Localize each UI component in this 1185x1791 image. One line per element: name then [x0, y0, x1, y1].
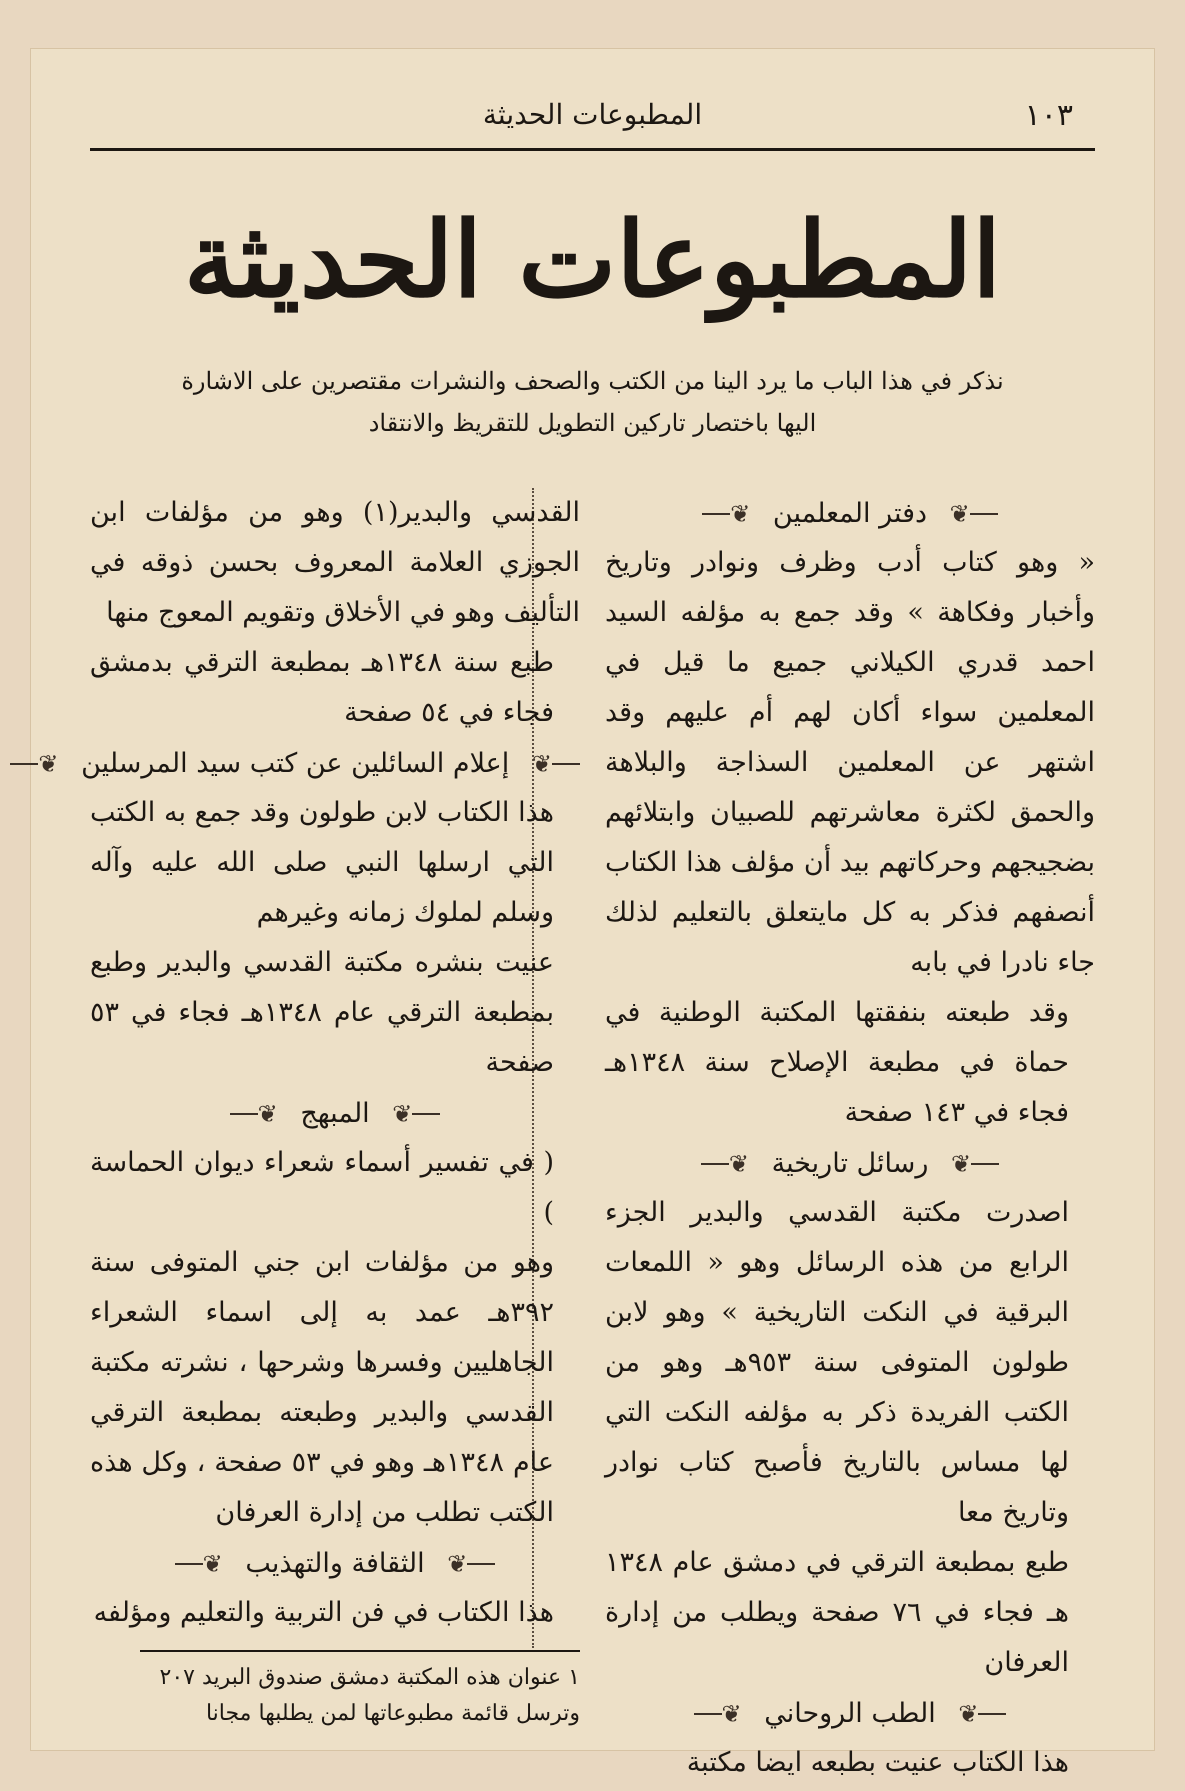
- paragraph: عنيت بنشره مكتبة القدسي والبدير وطبع بمطبعة الترقي عام ١٣٤٨هـ فجاء في ٥٣ صفحة: [90, 947, 554, 1078]
- section-heading: [605, 1138, 1095, 1188]
- section-title: إعلام السائلين عن كتب سيد المرسلين: [81, 747, 510, 779]
- ornament-icon: ❦: [38, 749, 59, 778]
- section-heading: [605, 488, 1095, 538]
- ornament-icon: ❦: [730, 499, 751, 528]
- page-header: [90, 94, 1095, 134]
- paragraph: وقد طبعته بنفقتها المكتبة الوطنية في حماة في مطبعة الإصلاح سنة ١٣٤٨هـ فجاء في ١٤٣ صفحة: [605, 997, 1069, 1128]
- ornament-icon: ❦: [949, 499, 970, 528]
- ornament-icon: ❦: [392, 1099, 413, 1128]
- ornament-icon: ❦: [958, 1699, 979, 1728]
- section-title: المبهج: [300, 1097, 370, 1129]
- page-number: ١٠٣: [1024, 98, 1073, 133]
- ornament-line: [467, 1563, 495, 1565]
- left-column: [38, 488, 580, 1732]
- ornament-line: [230, 1113, 258, 1115]
- paragraph: هذا الكتاب عنيت بطبعه ايضا مكتبة: [686, 1747, 1069, 1778]
- ornament-icon: ❦: [202, 1549, 223, 1578]
- section-heading: [38, 738, 580, 788]
- ornament-line: [970, 513, 998, 515]
- ornament-icon: ❦: [447, 1549, 468, 1578]
- header-rule: [90, 148, 1095, 151]
- running-title: المطبوعات الحديثة: [482, 98, 703, 131]
- ornament-line: [971, 1163, 999, 1165]
- section-heading: [90, 1088, 580, 1138]
- subtitle: ( في تفسير أسماء شعراء ديوان الحماسة ): [90, 1147, 554, 1228]
- section-title: الطب الروحاني: [764, 1697, 936, 1729]
- columns: [38, 488, 1095, 1778]
- section-title: دفتر المعلمين: [772, 497, 928, 529]
- section-title: رسائل تاريخية: [771, 1147, 929, 1179]
- ornament-line: [702, 513, 730, 515]
- ornament-icon: ❦: [531, 749, 552, 778]
- ornament-line: [10, 763, 38, 765]
- main-title: المطبوعات الحديثة: [183, 198, 1002, 321]
- section-title: الثقافة والتهذيب: [245, 1547, 425, 1579]
- paragraph: هذا الكتاب لابن طولون وقد جمع به الكتب التي ارسلها النبي صلى الله عليه وآله وسلم لملوك زمانه وغيرهم: [90, 797, 554, 928]
- paragraph: اصدرت مكتبة القدسي والبدير الجزء الرابع من هذه الرسائل وهو « اللمعات البرقية في النكت التاريخية » وهو لابن طولون المتوفى سنة ٩٥٣هـ وهو من الكتب الفريدة ذكر به مؤلفه النكت التي لها مساس بالتاريخ فأصبح كتاب نوادر وتاريخ معا: [605, 1197, 1070, 1528]
- section-heading: [90, 1538, 580, 1588]
- ornament-icon: ❦: [721, 1699, 742, 1728]
- ornament-line: [701, 1163, 729, 1165]
- paragraph: « وهو كتاب أدب وظرف ونوادر وتاريخ وأخبار وفكاهة » وقد جمع به مؤلفه السيد احمد قدري الكيلاني جميع ما قيل في المعلمين سواء أكان لهم أم عليهم وقد اشتهر عن المعلمين السذاجة والبلاهة والحمق لكثرة معاشرتهم للصبيان وابتلائهم بضجيجهم وحركاتهم بيد أن مؤلف هذا الكتاب أنصفهم فذكر به كل مايتعلق بالتعليم لذلك جاء نادرا في بابه: [605, 547, 1095, 978]
- footnote-rule: [140, 1650, 580, 1652]
- ornament-line: [175, 1563, 203, 1565]
- page-sheet: [30, 48, 1155, 1778]
- ornament-icon: ❦: [728, 1149, 750, 1178]
- section-heading: [605, 1688, 1095, 1738]
- right-column: [605, 488, 1095, 1788]
- ornament-line: [978, 1713, 1006, 1715]
- paragraph: طبع سنة ١٣٤٨هـ بمطبعة الترقي بدمشق فجاء في ٥٤ صفحة: [90, 647, 554, 728]
- ornament-line: [412, 1113, 440, 1115]
- paragraph: طبع بمطبعة الترقي في دمشق عام ١٣٤٨ هـ فجاء في ٧٦ صفحة ويطلب من إدارة العرفان: [605, 1547, 1069, 1678]
- ornament-line: [552, 763, 580, 765]
- ornament-icon: ❦: [257, 1099, 278, 1128]
- ornament-line: [694, 1713, 722, 1715]
- paragraph: القدسي والبدير(١) وهو من مؤلفات ابن الجوزي العلامة المعروف بحسن ذوقه في التأليف وهو في الأخلاق وتقويم المعوج منها: [90, 497, 580, 628]
- paragraph: هذا الكتاب في فن التربية والتعليم ومؤلفه: [93, 1597, 554, 1628]
- paragraph: وهو من مؤلفات ابن جني المتوفى سنة ٣٩٢هـ عمد به إلى اسماء الشعراء الجاهليين وفسرها وشرحها ، نشرته مكتبة القدسي والبدير وطبعته بمطبعة الترقي عام ١٣٤٨هـ وهو في ٥٣ صفحة ، وكل هذه الكتب تطلب من إدارة العرفان: [90, 1247, 554, 1528]
- footnote: ١ عنوان هذه المكتبة دمشق صندوق البريد ٢٠٧ وترسل قائمة مطبوعاتها لمن يطلبها مجانا: [159, 1665, 580, 1726]
- intro-paragraph: نذكر في هذا الباب ما يرد الينا من الكتب والصحف والنشرات مقتصرين على الاشارة اليها باختصار تاركين التطويل للتقريظ والانتقاد: [181, 367, 1004, 437]
- ornament-icon: ❦: [950, 1149, 972, 1178]
